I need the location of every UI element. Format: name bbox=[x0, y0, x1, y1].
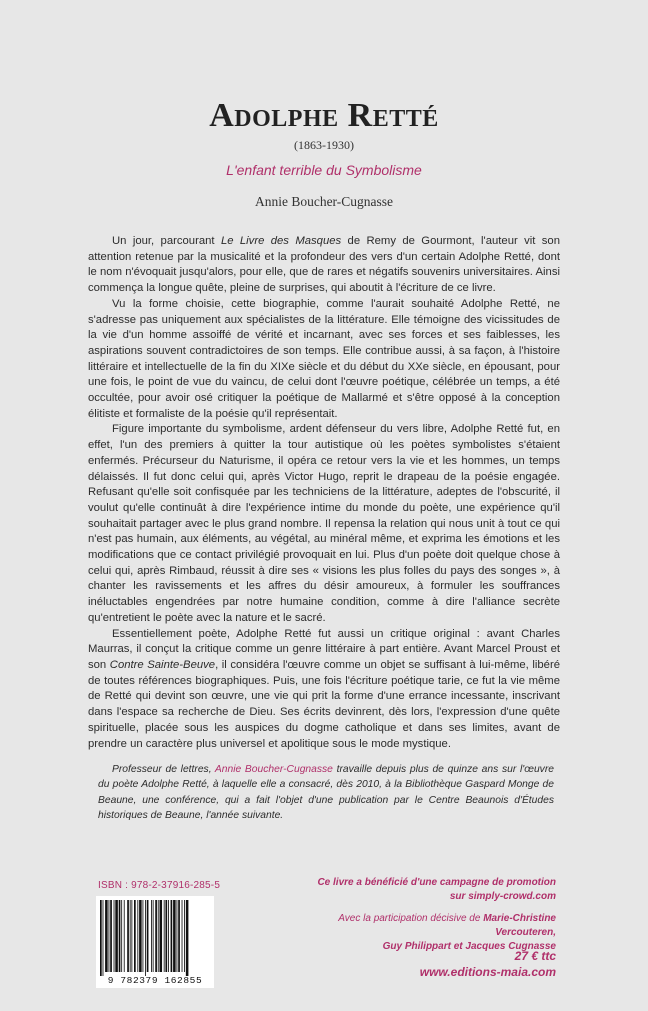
barcode-bars bbox=[96, 896, 214, 976]
book-subtitle: L'enfant terrible du Symbolisme bbox=[226, 162, 422, 178]
partners-names-2: Guy Philippart et Jacques Cugnasse bbox=[382, 941, 556, 952]
partners-line-1 bbox=[290, 912, 556, 940]
bio-text-b: travaille depuis plus de quinze ans sur l'œuvre du poète Adolphe Retté, à laquelle elle a consacré, dès 2010, à la Bibliothèque Gaspard Monge de Beaune, une conférence, qui a fait l'objet d'une publication par le Centre Beaunois d'Études historiques de Beaune, l'année suivante. bbox=[98, 764, 554, 822]
p4-text-a: Essentiellement poète, Adolphe Retté fut aussi un critique original : avant Charles Maurras, il conçut la critique comme un genre littéraire à part entière. Avant Marcel Proust et son bbox=[88, 627, 560, 671]
p1-book-title: Le Livre des Masques bbox=[220, 235, 342, 247]
blurb-paragraph-3: Figure importante du symbolisme, ardent défenseur du vers libre, Adolphe Retté fut, en effet, l'un des premiers à quitter la tour autistique où les poètes symbolistes s'étaient enfermés. Précurseur du Naturisme, il opéra ce retour vers la vie et les hommes, un temps délaissés. Il fut donc celui qui, après Victor Hugo, reprit le drapeau de la poésie engagée. Refusant qu'elle soit confisquée par les techniciens de la littérature, adeptes de l'obscurité, il voulut qu'elle continuât à dire l'expérience intime du monde du poète, une expérience qu'il souhaitait partager avec le plus grand nombre. Il repensa la relation qui nous unit à tout ce qui n'est pas humain, aux éléments, au végétal, au minéral même, et exprima les émotions et les modifications que ce contact privilégié provoquait en lui. Plus d'un poète doit quelque chose à celui qui, après Rimbaud, réussit à dire ses « visions les plus folles du pays des songes », à chanter les ravissements et les affres du désir amoureux, à formuler les souffrances inéluctables engendrées par notre humaine condition, comme à dire l'alliance secrète qu'entretient le poète avec la nature et le sacré. bbox=[88, 423, 560, 624]
p4-text-c: , il considéra l'œuvre comme un objet se suffisant à lui-même, libéré de toutes références biographiques. Puis, une fois l'écriture poétique tarie, ce fut la vie même de Retté qui devint son œuvre, une vie qui prit la forme d'une errance incessante, inscrivant dans l'espace sa recherche de Dieu. Ses écrits devinrent, dès lors, l'expression d'une quête spirituelle, placée sous les auspices du dogme catholique et dans ses limites, avant de prendre un caractère plus universel et apolitique sous le mode mystique. bbox=[88, 658, 561, 750]
blurb-text bbox=[88, 234, 560, 752]
partners-names-1: Marie-Christine Vercouteren, bbox=[483, 913, 556, 938]
blurb-paragraph-1 bbox=[88, 234, 560, 297]
barcode bbox=[96, 896, 214, 988]
author-bio-paragraph bbox=[98, 762, 554, 824]
author-bio bbox=[98, 762, 554, 824]
partners-note bbox=[290, 912, 556, 954]
author-dates: (1863-1930) bbox=[294, 138, 354, 152]
barcode-digits: 9 782379 162855 bbox=[107, 975, 203, 986]
book-author: Annie Boucher-Cugnasse bbox=[254, 194, 394, 209]
p1-text-a: Un jour, parcourant bbox=[112, 235, 221, 247]
p4-book-title: Contre Sainte-Beuve bbox=[109, 658, 216, 671]
blurb-paragraph-2: Vu la forme choisie, cette biographie, comme l'aurait souhaité Adolphe Retté, ne s'adresse pas uniquement aux spécialistes de la littérature. Elle témoigne des vicissitudes de la vie d'un homme assoiffé de vérité et incarnant, avec ses forces et ses faiblesses, les aspirations souvent contradictoires de son temps. Elle contribue aussi, à sa façon, à l'histoire littéraire et intellectuelle de la fin du XIXe siècle et du début du XXe siècle, en épousant, pour une fois, le point de vue du vaincu, de celui dont l'œuvre poétique, célébrée un temps, a été occultée, pour avoir osé critiquer la poétique de Mallarmé et s'être opposé à la conception élitiste et formaliste de la poésie qu'il représentait. bbox=[88, 297, 560, 420]
book-title: Adolphe Retté bbox=[209, 97, 439, 134]
isbn-label: ISBN : 978-2-37916-285-5 bbox=[98, 880, 221, 891]
promo-note bbox=[290, 876, 556, 904]
p1-text-c: de Remy de Gourmont, l'auteur vit son attention retenue par la musicalité et la profondeur des vers d'un certain Adolphe Retté, dont le nom n'évoquait jusqu'alors, pour elle, que de rares et négatifs souvenirs universitaires. Ainsi commença la longue quête, pleine de surprises, qui aboutit à l'écriture de ce livre. bbox=[88, 235, 560, 295]
blurb-paragraph-4 bbox=[88, 627, 560, 753]
promo-line-1: Ce livre a bénéficié d'une campagne de promotion bbox=[317, 877, 556, 888]
bio-author-name: Annie Boucher-Cugnasse bbox=[214, 764, 333, 775]
partners-intro: Avec la participation décisive de bbox=[338, 913, 484, 924]
publisher-website[interactable]: www.editions-maia.com bbox=[419, 965, 556, 979]
cover-header bbox=[0, 96, 648, 210]
price: 27 € ttc bbox=[514, 949, 556, 963]
promo-line-2: sur simply-crowd.com bbox=[449, 891, 556, 902]
bio-text-a: Professeur de lettres, bbox=[112, 764, 215, 775]
